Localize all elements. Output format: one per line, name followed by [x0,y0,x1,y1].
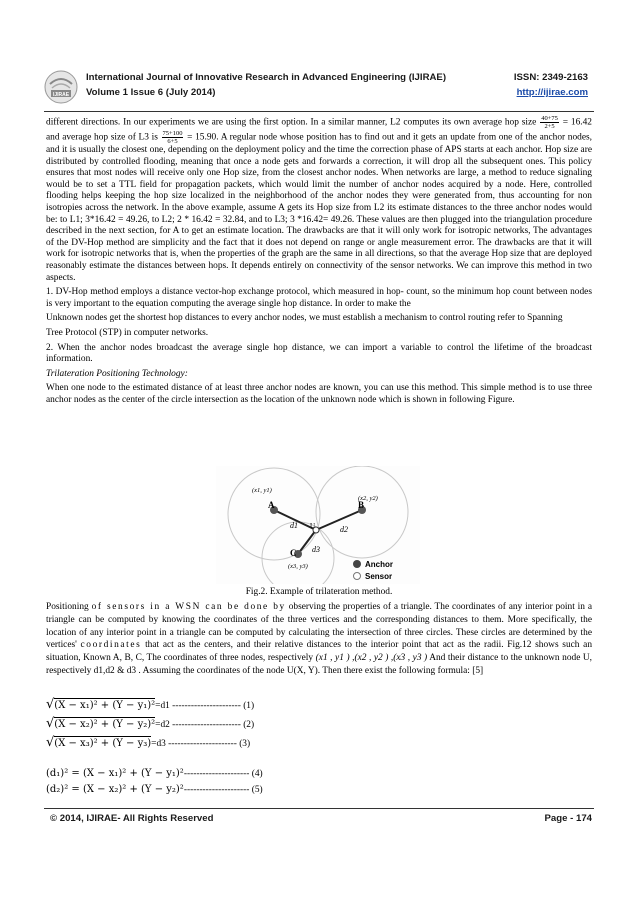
label-d1: d1 [290,521,298,530]
label-c: C [290,548,297,558]
coord-a: (x1, y1) [252,487,272,494]
legend-anchor-icon [353,560,361,568]
footer-page-number: Page - 174 [544,813,592,824]
footer-copyright: © 2014, IJIRAE- All Rights Reserved [50,813,214,824]
footer-divider [44,808,594,809]
journal-title: International Journal of Innovative Research in Advanced Engineering (IJIRAE) [86,72,447,83]
paragraph-3: Unknown nodes get the shortest hop distances to every anchor nodes, we must establish a mechanism to control routing refer to Spanning [46,313,563,324]
legend-anchor: Anchor [365,560,393,569]
paragraph-2: 1. DV-Hop method employs a distance vector-hop exchange protocol, which measured in hop- count, so the minimum hop count between nodes is very important to the equation computing the average single hop distance. In order to make the [46,287,592,309]
label-d3: d3 [312,545,320,554]
label-a: A [268,500,275,510]
paragraph-4: Tree Protocol (STP) in computer networks. [46,327,209,338]
legend-sensor: Sensor [365,572,393,581]
equation-2: √(X − x₂)² + (Y − y₂)²=d2 ---------------------- (2) [46,716,255,731]
body-text-2 [46,601,592,678]
fraction-l2: $\frac{40+75}{2+5}$ [541,115,558,130]
label-u: U [310,522,316,530]
legend-sensor-icon [354,573,361,580]
coord-c: (x3, y3) [288,563,308,570]
issn: ISSN: 2349-2163 [513,72,588,83]
fraction-l3: $\frac{75+100}{6+5}$ [162,130,183,145]
paragraph-7: When one node to the estimated distance of at least three anchor nodes are known, you can use this method. This simple method is to use three anchor nodes as the center of the circle intersection as the location of the unknown node which is shown in following Figure. [46,383,592,405]
equation-3: √(X − x₃)² + (Y − y₃)=d3 ---------------------- (3) [46,735,251,750]
journal-header [44,70,594,108]
trilateration-figure [216,466,420,584]
equation-4: (d₁)² = (X − x₁)² + (Y − y₁)²--------------------- (4) [46,768,263,779]
coord-b: (x2, y2) [358,495,378,502]
journal-issue: Volume 1 Issue 6 (July 2014) [86,87,216,98]
paragraph-8: Positioning of sensors in a WSN can be done by observing the properties of a triangle. The coordinates of any interior point in a triangle can be computed by knowing the coordinates of the three vertices and the corresponding distances to them. More specifically, the location of any interior point in a triangle can be computed by calculating the intersection of three circles. These circles are determined by the vertices' coordinates that act as the centers, and their relative distances to the interior point that act as the radii. Fig.12 shows such an situation, Known A, B, C, The coordinates of three nodes, respectively (x1 , y1 ) ,(x2 , y2 ) ,(x3 , y3 ) And their distance to the unknown node U, respectively d1,d2 & d3 . Assuming the coordinates of the node U(X, Y). Then there exist the following formula: [5] [46,602,593,676]
equation-1: √(X − x₁)² + (Y − y₁)²=d1 ---------------------- (1) [46,697,255,712]
figure-caption: Fig.2. Example of trilateration method. [245,587,393,597]
paragraph-1: different directions. In our experiments we are using the first option. In a similar manner, L2 computes its own average hop size $\frac{40+75}{2+5}$ = 16.42 and average hop size of L3 is $\frac{75+100}{6+5}$ = 15.90. A regular node whose position has to find out and it gets an update from one of the anchor nodes, and it is usually the closest one, depending on the deployment policy and the time the correction phase of APS starts at each anchor. Hop size are distributed by controlled flooding, meaning that once a node gets and forwards a correction, it will drop all the subsequent ones. This policy ensures that most nodes will receive only one Hop size, from the closest anchor nodes. When networks are large, a method to reduce signaling would be to set a TTL field for propagation packets, which would limit the number of anchor nodes acquired by a node. Here, controlled flooding helps keeping the hop size localized in the neighborhood of the anchor nodes they were generated from, thus accounting for non isotropies across the network. In the above example, assume A gets its Hop size from L2 its estimate distances to the three anchor nodes would be: to L1; 3*16.42 = 49.26, to L2; 2 * 16.42 = 32.84, and to L3; 3 *16.42= 49.26. These values are then plugged into the triangulation procedure described in the next section, for A to get an estimate location. The drawbacks are that it will only work for isotropic networks, The advantages of the DV-Hop method are simplicity and the fact that it does not depend on range or angle measurement error. The drawbacks are that it will work for isotropic networks that is, when the properties of the graph are the same in all directions, so that the average Hop size that are deployed reasonably estimate the distances between hops. It depends entirely on connectivity of the sensor networks. We can improve this method in two aspects. [46,115,593,283]
svg-text:IJIRAE: IJIRAE [52,91,70,98]
journal-url-link[interactable]: http://ijirae.com [516,87,588,98]
equation-5: (d₂)² = (X − x₂)² + (Y − y₂)²--------------------- (5) [46,784,263,795]
label-d2: d2 [340,525,348,534]
section-heading-trilateration: Trilateration Positioning Technology: [46,368,188,379]
paragraph-5: 2. When the anchor nodes broadcast the average single hop distance, we can import a variable to control the lifetime of the broadcast information. [46,342,592,365]
header-divider [44,111,594,112]
body-text [46,115,592,409]
journal-logo-icon [44,70,78,104]
label-b: B [358,500,365,510]
